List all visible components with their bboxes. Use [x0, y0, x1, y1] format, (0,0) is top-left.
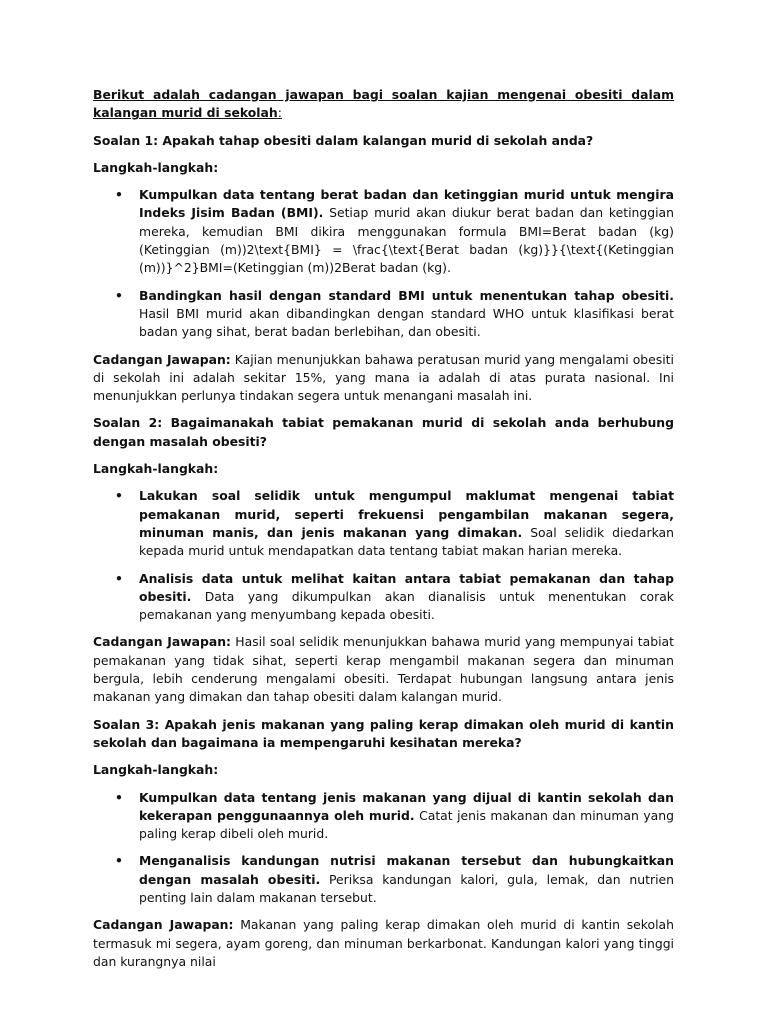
answer-label: Cadangan Jawapan:	[93, 917, 234, 933]
intro-paragraph	[93, 86, 674, 123]
answer-text: Makanan yang paling kerap dimakan oleh murid di kantin sekolah termasuk mi segera, ayam goreng, dan minuman berkarbonat. Kandungan kalori yang tinggi dan kurangnya nilai	[93, 917, 674, 969]
list-item	[93, 287, 674, 342]
question-1-steps-list	[93, 186, 674, 341]
step-lead: Menganalisis kandungan nutrisi makanan tersebut dan hubungkaitkan dengan masalah obesiti.	[139, 853, 674, 887]
step-lead: Kumpulkan data tentang jenis makanan yang dijual di kantin sekolah dan kekerapan penggunaannya oleh murid.	[139, 789, 674, 823]
answer-text: Kajian menunjukkan bahawa peratusan murid yang mengalami obesiti di sekolah ini adalah sekitar 15%, yang mana ia adalah di atas purata nasional. Ini menunjukkan perlunya tindakan segera untuk menangani masalah ini.	[93, 351, 674, 404]
intro-text: Berikut adalah cadangan jawapan bagi soalan kajian mengenai obesiti dalam kalangan murid di sekolah	[93, 87, 674, 121]
question-2-steps-list	[93, 487, 674, 624]
step-detail: Data yang dikumpulkan akan dianalisis untuk menentukan corak pemakanan yang menyumbang kepada obesiti.	[139, 588, 674, 623]
question-2-heading: Soalan 2: Bagaimanakah tabiat pemakanan murid di sekolah anda berhubung dengan masalah obesiti?	[93, 415, 674, 449]
step-lead: Bandingkan hasil dengan standard BMI untuk menentukan tahap obesiti.	[139, 287, 674, 303]
step-detail: Hasil BMI murid akan dibandingkan dengan standard WHO untuk klasifikasi berat badan yang sihat, berat badan berlebihan, dan obesiti.	[139, 305, 674, 340]
list-item	[93, 570, 674, 625]
list-item	[93, 487, 674, 560]
question-3-heading: Soalan 3: Apakah jenis makanan yang paling kerap dimakan oleh murid di kantin sekolah dan bagaimana ia mempengaruhi kesihatan mereka?	[93, 716, 674, 750]
list-item	[93, 852, 674, 907]
step-detail: Periksa kandungan kalori, gula, lemak, dan nutrien penting lain dalam makanan tersebut.	[139, 871, 674, 905]
question-2-answer	[93, 633, 674, 706]
bullet-icon: •	[115, 789, 123, 805]
answer-label: Cadangan Jawapan:	[93, 351, 231, 367]
bullet-icon: •	[115, 187, 123, 203]
answer-label: Cadangan Jawapan:	[93, 634, 232, 650]
question-1-heading: Soalan 1: Apakah tahap obesiti dalam kalangan murid di sekolah anda?	[93, 132, 594, 148]
step-lead: Analisis data untuk melihat kaitan antara tabiat pemakanan dan tahap obesiti.	[139, 570, 674, 604]
question-2-steps-label: Langkah-langkah:	[93, 461, 219, 477]
question-1-answer	[93, 351, 674, 406]
step-detail: Setiap murid akan diukur berat badan dan ketinggian mereka, kemudian BMI dikira menggunakan formula BMI=Berat badan (kg)(Ketinggian (m))2\text{BMI} = \frac{\text{Berat badan (kg)}}{\text{(Ketinggian (m))}^2}BMI=(Ketinggian (m))2Berat badan (kg).	[139, 205, 674, 276]
step-detail: Catat jenis makanan dan minuman yang paling kerap dibeli oleh murid.	[139, 807, 674, 842]
list-item	[93, 789, 674, 844]
document-page	[93, 86, 674, 980]
step-lead: Lakukan soal selidik untuk mengumpul maklumat mengenai tabiat pemakanan murid, seperti frekuensi pengambilan makanan segera, minuman manis, dan jenis makanan yang dimakan.	[139, 488, 674, 540]
question-3-steps-label: Langkah-langkah:	[93, 762, 219, 778]
step-lead: Kumpulkan data tentang berat badan dan ketinggian murid untuk mengira Indeks Jisim Badan (BMI).	[139, 187, 674, 221]
question-1-steps-label: Langkah-langkah:	[93, 159, 219, 175]
list-item	[93, 186, 674, 277]
question-3-steps-list	[93, 789, 674, 908]
bullet-icon: •	[115, 488, 123, 504]
bullet-icon: •	[115, 853, 123, 869]
answer-text: Hasil soal selidik menunjukkan bahawa murid yang mempunyai tabiat pemakanan yang tidak sihat, seperti kerap mengambil makanan segera dan minuman bergula, lebih cenderung mengalami obesiti. Terdapat hubungan langsung antara jenis makanan yang dimakan dan tahap obesiti dalam kalangan murid.	[93, 634, 674, 705]
step-detail: Soal selidik diedarkan kepada murid untuk mendapatkan data tentang tabiat makan harian mereka.	[139, 524, 674, 559]
bullet-icon: •	[115, 287, 123, 303]
bullet-icon: •	[115, 570, 123, 586]
question-3-answer	[93, 916, 674, 971]
intro-trail: :	[277, 105, 282, 121]
